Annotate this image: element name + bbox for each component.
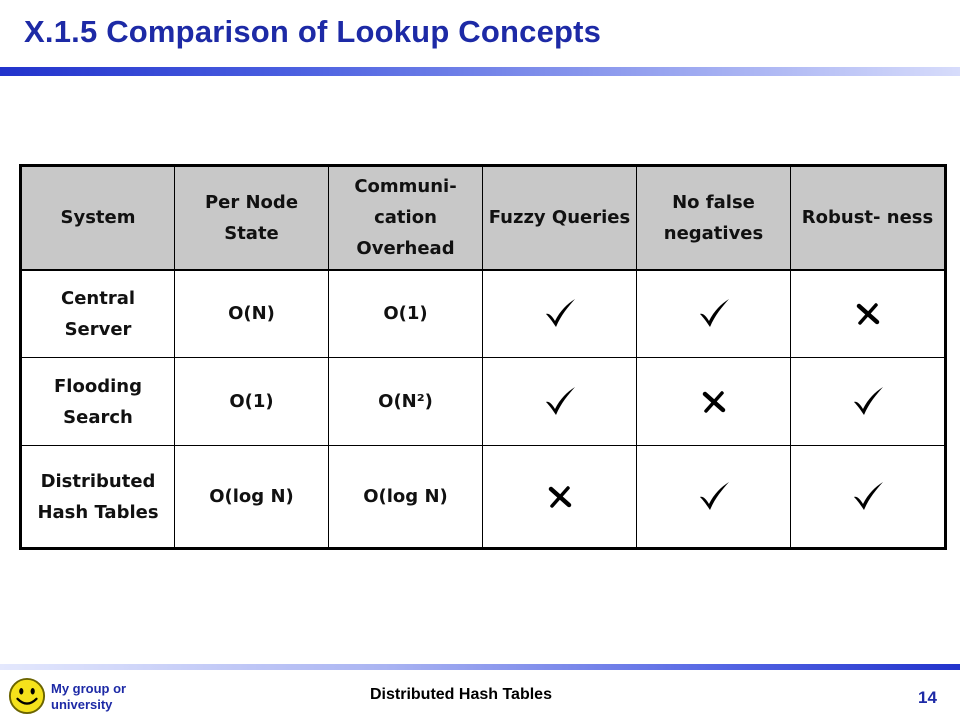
cell-system: Distributed Hash Tables bbox=[21, 446, 175, 549]
cell-fuzzy-queries bbox=[483, 446, 637, 549]
cell-communication-overhead: O(log N) bbox=[329, 446, 483, 549]
cross-icon bbox=[851, 297, 885, 331]
cell-per-node-state: O(log N) bbox=[175, 446, 329, 549]
table-row bbox=[21, 446, 946, 549]
cell-no-false-negatives bbox=[637, 358, 791, 446]
header-no-false-negatives: No false negatives bbox=[637, 166, 791, 270]
cell-system: Central Server bbox=[21, 270, 175, 358]
page-number: 14 bbox=[918, 688, 937, 707]
cell-per-node-state: O(1) bbox=[175, 358, 329, 446]
cell-robustness bbox=[791, 446, 946, 549]
organization-label: My group or university bbox=[51, 681, 127, 712]
checkmark-icon bbox=[543, 297, 577, 331]
cell-fuzzy-queries bbox=[483, 358, 637, 446]
cell-robustness bbox=[791, 358, 946, 446]
header-robustness: Robust- ness bbox=[791, 166, 946, 270]
footer-title: Distributed Hash Tables bbox=[370, 686, 552, 703]
cell-communication-overhead: O(1) bbox=[329, 270, 483, 358]
header-system: System bbox=[21, 166, 175, 270]
comparison-table bbox=[19, 164, 947, 550]
cell-per-node-state: O(N) bbox=[175, 270, 329, 358]
cross-icon bbox=[697, 385, 731, 419]
checkmark-icon bbox=[851, 385, 885, 419]
cross-icon bbox=[543, 480, 577, 514]
cell-communication-overhead: O(N²) bbox=[329, 358, 483, 446]
smiley-icon bbox=[8, 677, 46, 715]
cell-no-false-negatives bbox=[637, 446, 791, 549]
cell-no-false-negatives bbox=[637, 270, 791, 358]
cell-fuzzy-queries bbox=[483, 270, 637, 358]
header-per-node-state: Per Node State bbox=[175, 166, 329, 270]
table-row bbox=[21, 270, 946, 358]
title-underline-bar bbox=[0, 67, 960, 76]
header-communication-overhead: Communi- cation Overhead bbox=[329, 166, 483, 270]
slide-title: X.1.5 Comparison of Lookup Concepts bbox=[24, 14, 602, 49]
checkmark-icon bbox=[697, 480, 731, 514]
table-row bbox=[21, 358, 946, 446]
checkmark-icon bbox=[543, 385, 577, 419]
footer-bar bbox=[0, 664, 960, 670]
header-fuzzy-queries: Fuzzy Queries bbox=[483, 166, 637, 270]
cell-robustness bbox=[791, 270, 946, 358]
cell-system: Flooding Search bbox=[21, 358, 175, 446]
checkmark-icon bbox=[851, 480, 885, 514]
checkmark-icon bbox=[697, 297, 731, 331]
table-header-row bbox=[21, 166, 946, 270]
